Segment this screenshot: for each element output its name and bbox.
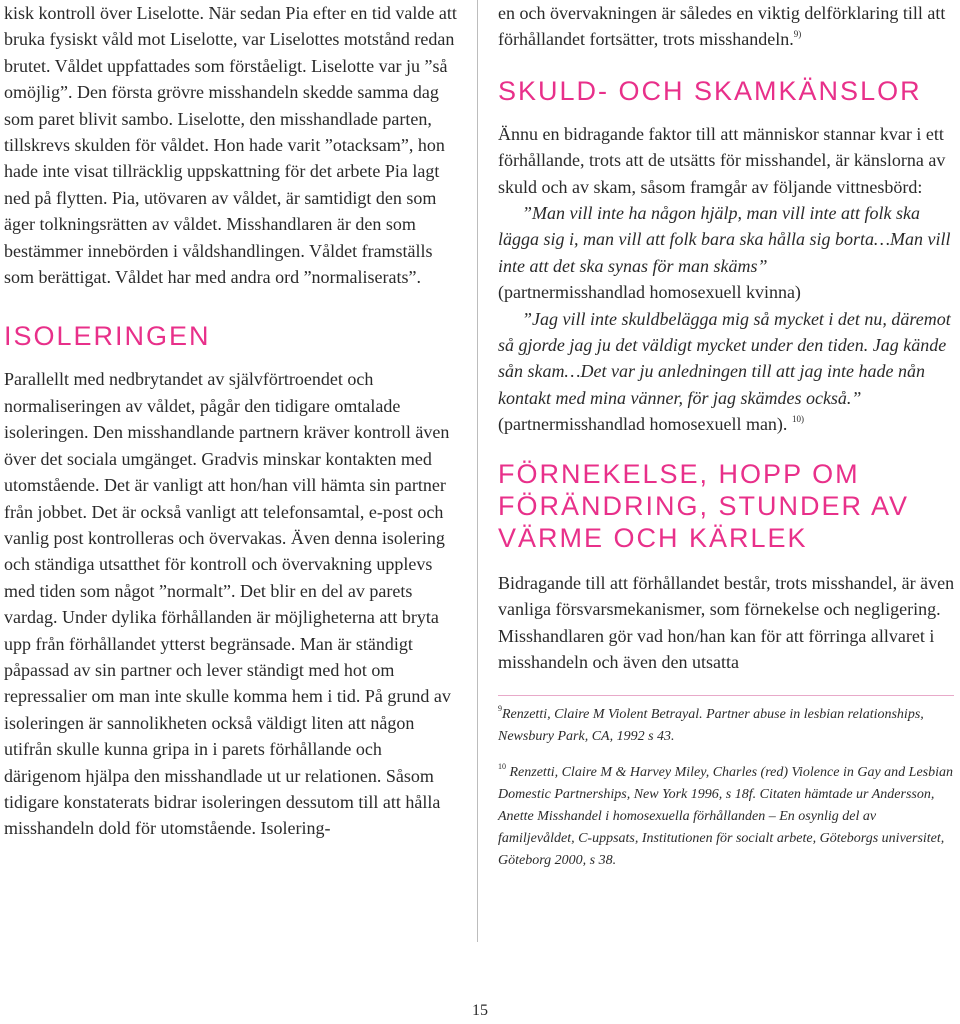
- body-paragraph: kisk kontroll över Liselotte. När sedan Pia efter en tid valde att bruka fysiskt våld mot Liselotte, var Liselottes motstånd redan brutet. Våldet uppfattades som förståeligt. Liselotte var ju ”så omöjlig”. Den första grövre misshandeln skedde samma dag som paret blivit sambo. Liselotte, den misshandlade parten, tillskrevs skulden för våldet. Hon hade varit ”otacksam”, hon hade inte visat tillräcklig uppskattning för det arbete Pia lagt ned på flytten. Pia, utövaren av våldet, är samtidigt den som äger tolkningsrätten av våldet. Misshandlaren är den som bestämmer innebörden i våldshandlingen. Våldet framställs som berättigat. Våldet har med andra ord ”normaliserats”.: [4, 3, 457, 288]
- body-paragraph: Parallellt med nedbrytandet av självförtroendet och normaliseringen av våldet, pågår den tidigare omtalade isoleringen. Den misshandlande partnern kräver kontroll även över det sociala umgänget. Gradvis minskar kontakten med utomstående. Det är vanligt att hon/han vill hämta sin partner från jobbet. Det är också vanligt att telefonsamtal, e-post och vanlig post kontrolleras och övervakas. Även denna isolering och ständiga utsatthet för kontroll och övervakning upplevs med tiden som något ”normalt”. Det blir en del av parets vardag. Under dylika förhållanden är möjligheterna att bryta upp från förhållandet ytterst begränsade. Man är ständigt påpassad av sin partner och lever ständigt med hot om repressalier om man inte skulle komma hem i tid. På grund av isoleringen är sannolikheten också väldigt liten att någon utifrån skulle kunna gripa in i parets förhållande och därigenom hjälpa den misshandlade ut ur relationen. Såsom tidigare konstaterats bidrar isoleringen dessutom till att hålla misshandeln dold för utomstående. Isolering-: [4, 369, 451, 839]
- column-divider: [477, 0, 478, 942]
- footnote-ref[interactable]: 9): [793, 29, 802, 40]
- body-paragraph: Ännu en bidragande faktor till att människor stannar kvar i ett förhållande, trots att de utsätts för misshandel, är känslorna av skuld och av skam, såsom framgår av följande vittnesbörd:: [498, 123, 946, 197]
- quote-source: (partnermisshandlad homosexuell man). $^{10)}$: [498, 414, 804, 435]
- left-column: [4, 0, 460, 842]
- section-heading-isolation: ISOLERINGEN: [4, 321, 211, 352]
- section-heading-guilt-shame: SKULD- OCH SKAMKÄNSLOR: [498, 75, 922, 106]
- page-number: 15: [472, 1002, 488, 1019]
- footnote: $^{10}$ Renzetti, Claire M & Harvey Miley, Charles (red) Violence in Gay and Lesbian Domestic Partnerships, New York 1996, s 18f. Citaten hämtade ur Andersson, Anette Misshandel i homosexuella förhållanden – En osynlig del av familjevåldet, C-uppsats, Institutionen för socialt arbete, Göteborgs universitet, Göteborg 2000, s 38.: [498, 762, 953, 869]
- testimony-quote: ”Jag vill inte skuldbelägga mig så mycket i det nu, däremot så gjorde jag ju det väldigt mycket under den tiden. Jag kände sån skam…Det var ju anledningen till att jag inte hade nån kontakt med mina vänner, för jag skämdes också.”: [498, 308, 951, 408]
- section-heading-denial: FÖRNEKELSE, HOPP OM FÖRÄNDRING, STUNDER AV VÄRME OCH KÄRLEK: [498, 458, 910, 553]
- right-column: [498, 0, 956, 872]
- footnote-separator: [498, 695, 954, 696]
- footnote: $^9$Renzetti, Claire M Violent Betrayal. Partner abuse in lesbian relationships, Newsbury Park, CA, 1992 s 43.: [498, 704, 924, 745]
- quote-source: (partnermisshandlad homosexuell kvinna): [498, 282, 801, 303]
- body-paragraph: Bidragande till att förhållandet består, trots misshandel, är även vanliga försvarsmekanismer, som förnekelse och negligering. Misshandlaren gör vad hon/han kan för att förringa allvaret i misshandeln och även den utsatta: [498, 572, 955, 672]
- testimony-quote: ”Man vill inte ha någon hjälp, man vill inte att folk ska lägga sig i, man vill att folk bara ska hålla sig borta…Man vill inte att det ska synas för man skäms”: [498, 203, 951, 276]
- body-paragraph: en och övervakningen är således en viktig delförklaring till att förhållandet fortsätter, trots misshandeln.$^{9)}$: [498, 3, 946, 50]
- footnote-ref[interactable]: 10): [791, 414, 804, 425]
